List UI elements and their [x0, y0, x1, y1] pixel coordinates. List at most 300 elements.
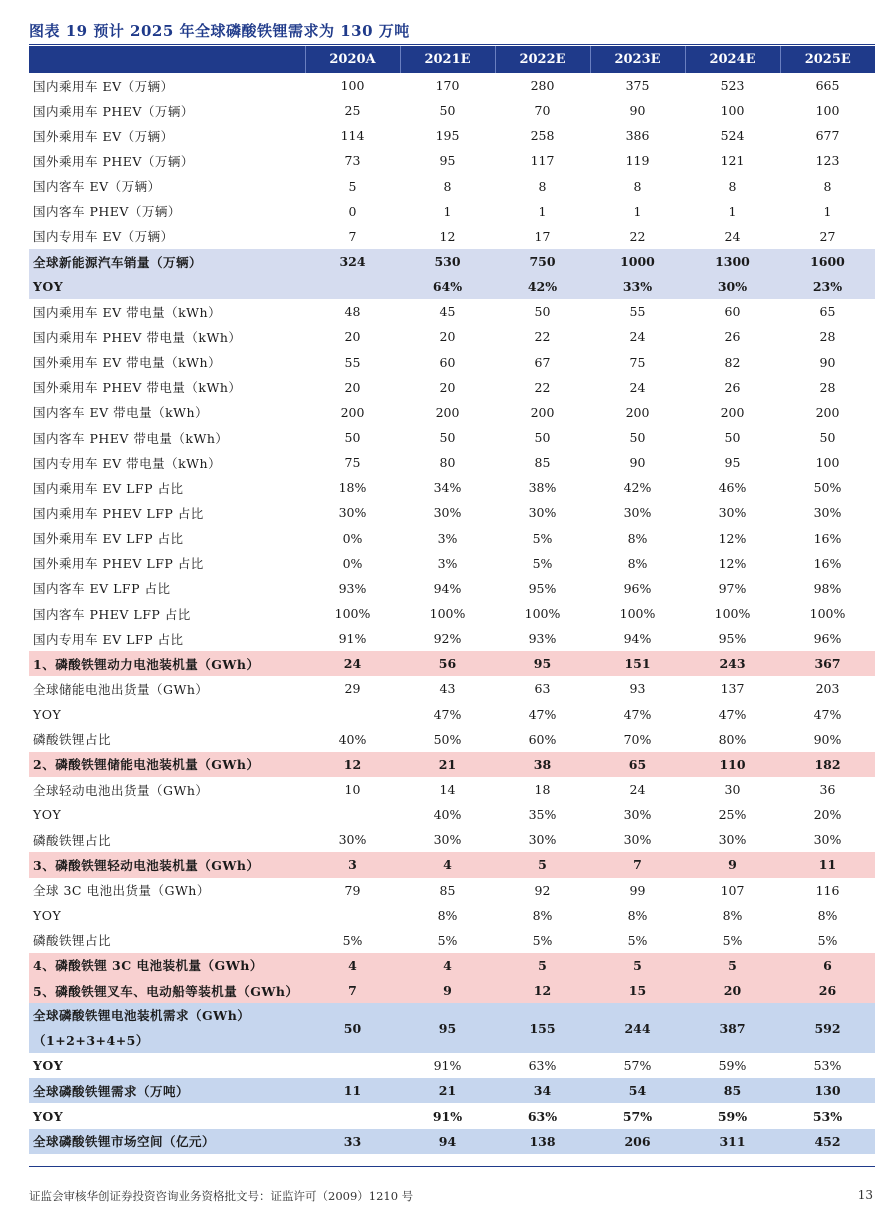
cell-value: 63% [528, 1058, 557, 1074]
cell-value: 38% [528, 480, 557, 496]
row-label: YOY [33, 807, 62, 823]
row-label: YOY [33, 1058, 64, 1074]
cell-value: 55 [629, 304, 646, 320]
cell-value: 20% [813, 807, 842, 823]
cell-value: 42% [623, 480, 652, 496]
cell-value: 25 [344, 103, 361, 119]
row-label: 国外乘用车 EV（万辆） [33, 128, 174, 144]
cell-value: 36 [819, 782, 836, 797]
cell-value: 5% [817, 932, 838, 948]
cell-value: 5 [348, 178, 357, 194]
cell-value [305, 274, 400, 299]
cell-value: 65 [590, 752, 685, 777]
cell-value: 5% [342, 932, 363, 948]
cell-value: 26 [724, 329, 741, 345]
cell-value: 12 [495, 978, 590, 1003]
table-row [29, 249, 875, 274]
page-number: 13 [857, 1188, 873, 1202]
cell-value: 1 [443, 203, 452, 219]
cell-value: 96% [623, 580, 652, 596]
cell-value: 30% [623, 832, 652, 848]
table-row [29, 551, 875, 576]
row-label: 2、磷酸铁锂储能电池装机量（GWh） [29, 752, 305, 777]
cell-value: 91% [338, 631, 367, 647]
cell-value: 24 [724, 228, 741, 244]
cell-value: 95 [724, 455, 741, 471]
table-row [29, 953, 875, 978]
cell-value: 138 [495, 1129, 590, 1154]
cell-value: 48 [344, 304, 361, 320]
table-row [29, 978, 875, 1003]
cell-value: 67 [534, 354, 551, 370]
cell-value: 85 [685, 1078, 780, 1103]
cell-value: 530 [400, 249, 495, 274]
cell-value: 3% [437, 555, 458, 571]
cell-value: 117 [530, 153, 555, 169]
cell-value: 82 [724, 354, 741, 370]
cell-value: 50 [534, 304, 551, 320]
cell-value: 50% [433, 731, 462, 747]
cell-value: 203 [815, 681, 840, 697]
cell-value: 45 [439, 304, 456, 320]
cell-value: 20 [344, 379, 361, 395]
row-label: 国外乘用车 PHEV（万辆） [33, 153, 194, 169]
table-row [29, 324, 875, 349]
table-row [29, 752, 875, 777]
cell-value: 5% [532, 932, 553, 948]
cell-value: 53% [813, 1058, 842, 1074]
cell-value: 63% [527, 1108, 558, 1124]
row-label: 全球储能电池出货量（GWh） [33, 681, 209, 697]
cell-value: 17 [534, 228, 551, 244]
header-2020a: 2020A [305, 46, 400, 73]
cell-value [305, 702, 400, 727]
cell-value: 0% [342, 530, 363, 546]
cell-value: 30% [623, 505, 652, 521]
cell-value: 200 [435, 404, 460, 420]
table-row [29, 123, 875, 148]
table-row [29, 626, 875, 651]
table-row [29, 1103, 875, 1128]
cell-value: 8% [532, 907, 553, 923]
cell-value: 3% [437, 530, 458, 546]
cell-value: 30 [724, 782, 741, 797]
cell-value: 8 [633, 178, 642, 194]
cell-value: 24 [629, 379, 646, 395]
cell-value: 100% [809, 606, 846, 622]
cell-value: 42% [495, 274, 590, 299]
row-label: 4、磷酸铁锂 3C 电池装机量（GWh） [29, 953, 305, 978]
cell-value: 1 [538, 203, 547, 219]
table-row [29, 274, 875, 299]
row-label: 1、磷酸铁锂动力电池装机量（GWh） [29, 651, 305, 676]
header-2022e: 2022E [495, 46, 590, 73]
cell-value: 311 [685, 1129, 780, 1154]
cell-value: 50 [724, 430, 741, 446]
cell-value: 750 [495, 249, 590, 274]
cell-value: 92% [433, 631, 462, 647]
table-row [29, 375, 875, 400]
cell-value [305, 802, 400, 827]
cell-value: 12 [305, 752, 400, 777]
row-label: 国内乘用车 PHEV 带电量（kWh） [33, 329, 242, 345]
cell-value: 280 [530, 78, 555, 94]
cell-value: 70% [623, 731, 652, 747]
row-label: YOY [33, 706, 62, 722]
table-row [29, 400, 875, 425]
cell-value: 137 [720, 681, 745, 697]
cell-value: 14 [439, 782, 456, 797]
cell-value: 8% [627, 530, 648, 546]
table-row [29, 425, 875, 450]
cell-value: 26 [780, 978, 875, 1003]
row-label: 国外乘用车 PHEV LFP 占比 [33, 556, 204, 572]
cell-value: 8 [823, 178, 832, 194]
cell-value: 90% [813, 731, 842, 747]
cell-value: 40% [433, 807, 462, 823]
cell-value: 8% [722, 907, 743, 923]
cell-value: 24 [629, 782, 646, 797]
cell-value: 100 [815, 103, 840, 119]
row-label: 国内客车 EV（万辆） [33, 179, 161, 195]
cell-value: 200 [625, 404, 650, 420]
cell-value: 47% [623, 706, 652, 722]
row-label: 磷酸铁锂占比 [33, 832, 112, 848]
cell-value: 46% [718, 480, 747, 496]
cell-value: 73 [344, 153, 361, 169]
cell-value: 53% [812, 1108, 843, 1124]
cell-value: 50 [439, 430, 456, 446]
cell-value: 5% [437, 932, 458, 948]
cell-value: 8% [627, 555, 648, 571]
cell-value: 195 [435, 128, 460, 144]
cell-value: 100 [340, 78, 365, 94]
table-row [29, 878, 875, 903]
cell-value: 75 [629, 354, 646, 370]
footer-license: 证监会审核华创证券投资咨询业务资格批文号：证监许可（2009）1210 号 [29, 1189, 414, 1203]
cell-value: 94% [433, 580, 462, 596]
cell-value: 90 [819, 354, 836, 370]
cell-value: 5 [495, 852, 590, 877]
cell-value [305, 1103, 400, 1128]
table-row [29, 224, 875, 249]
cell-value: 1 [633, 203, 642, 219]
table-row [29, 676, 875, 701]
cell-value: 367 [780, 651, 875, 676]
cell-value: 5% [532, 530, 553, 546]
cell-value: 47% [813, 706, 842, 722]
row-label: 国内专用车 EV 带电量（kWh） [33, 455, 222, 471]
cell-value: 70 [534, 103, 551, 119]
cell-value: 43 [439, 681, 456, 697]
cell-value: 95% [528, 580, 557, 596]
row-label: 国外乘用车 EV 带电量（kWh） [33, 355, 222, 371]
header-2025e: 2025E [780, 46, 875, 73]
cell-value: 57% [622, 1108, 653, 1124]
cell-value: 91% [433, 1058, 462, 1074]
cell-value: 28 [819, 329, 836, 345]
cell-value: 182 [780, 752, 875, 777]
cell-value: 5% [722, 932, 743, 948]
table-row [29, 98, 875, 123]
row-label: 全球 3C 电池出货量（GWh） [33, 883, 210, 899]
cell-value: 0 [348, 203, 357, 219]
table-row [29, 199, 875, 224]
row-label: 全球新能源汽车销量（万辆） [29, 249, 305, 274]
cell-value: 119 [625, 153, 650, 169]
cell-value: 93% [338, 580, 367, 596]
cell-value: 452 [780, 1129, 875, 1154]
row-label: 全球轻动电池出货量（GWh） [33, 782, 209, 798]
header-2021e: 2021E [400, 46, 495, 73]
cell-value: 92 [534, 882, 551, 898]
cell-value: 93 [629, 681, 646, 697]
cell-value: 8% [817, 907, 838, 923]
cell-value: 3 [305, 852, 400, 877]
cell-value: 110 [685, 752, 780, 777]
cell-value: 375 [625, 78, 650, 94]
cell-value: 30% [623, 807, 652, 823]
cell-value: 11 [780, 852, 875, 877]
cell-value: 1 [728, 203, 737, 219]
cell-value: 22 [534, 329, 551, 345]
cell-value: 50 [819, 430, 836, 446]
row-label: 全球磷酸铁锂市场空间（亿元） [29, 1129, 305, 1154]
cell-value: 97% [718, 580, 747, 596]
cell-value: 16% [813, 530, 842, 546]
cell-value: 100 [720, 103, 745, 119]
cell-value: 80% [718, 731, 747, 747]
cell-value: 30% [433, 832, 462, 848]
cell-value: 40% [338, 731, 367, 747]
cell-value: 200 [340, 404, 365, 420]
cell-value: 7 [348, 228, 357, 244]
cell-value: 170 [435, 78, 460, 94]
row-label: YOY [29, 274, 305, 299]
cell-value: 155 [495, 1003, 590, 1053]
row-label: 全球磷酸铁锂电池装机需求（GWh）（1+2+3+4+5） [29, 1003, 305, 1053]
cell-value: 10 [344, 782, 361, 797]
cell-value: 26 [724, 379, 741, 395]
cell-value: 30% [718, 505, 747, 521]
cell-value: 6 [780, 953, 875, 978]
table-row [29, 350, 875, 375]
cell-value: 50 [439, 103, 456, 119]
cell-value: 50 [305, 1003, 400, 1053]
cell-value: 30% [813, 832, 842, 848]
cell-value [305, 1053, 400, 1078]
cell-value: 21 [400, 1078, 495, 1103]
cell-value: 30% [718, 832, 747, 848]
cell-value: 91% [432, 1108, 463, 1124]
cell-value: 123 [815, 153, 840, 169]
cell-value: 4 [400, 852, 495, 877]
row-label: 5、磷酸铁锂叉车、电动船等装机量（GWh） [29, 978, 305, 1003]
cell-value: 30% [528, 832, 557, 848]
row-label: 国内乘用车 PHEV LFP 占比 [33, 505, 204, 521]
cell-value: 100% [524, 606, 561, 622]
cell-value: 1300 [685, 249, 780, 274]
cell-value: 100% [619, 606, 656, 622]
row-label: 全球磷酸铁锂需求（万吨） [29, 1078, 305, 1103]
table-row [29, 73, 875, 98]
cell-value: 59% [718, 1058, 747, 1074]
cell-value: 27 [819, 228, 836, 244]
cell-value: 54 [590, 1078, 685, 1103]
cell-value: 99 [629, 882, 646, 898]
table-row [29, 827, 875, 852]
cell-value: 4 [305, 953, 400, 978]
cell-value: 22 [534, 379, 551, 395]
table-row [29, 475, 875, 500]
table-row [29, 299, 875, 324]
table-row [29, 576, 875, 601]
cell-value: 16% [813, 555, 842, 571]
cell-value: 94 [400, 1129, 495, 1154]
cell-value: 8% [627, 907, 648, 923]
cell-value: 18 [534, 782, 551, 797]
table-row [29, 450, 875, 475]
cell-value: 56 [400, 651, 495, 676]
row-label: YOY [33, 1108, 64, 1124]
cell-value: 34 [495, 1078, 590, 1103]
cell-value: 4 [400, 953, 495, 978]
row-label: 磷酸铁锂占比 [33, 732, 112, 748]
cell-value: 57% [623, 1058, 652, 1074]
cell-value: 387 [685, 1003, 780, 1053]
cell-value: 95 [400, 1003, 495, 1053]
cell-value: 151 [590, 651, 685, 676]
table-row [29, 526, 875, 551]
row-label: 国内客车 PHEV 带电量（kWh） [33, 430, 229, 446]
cell-value: 30% [433, 505, 462, 521]
cell-value: 65 [819, 304, 836, 320]
cell-value: 200 [815, 404, 840, 420]
cell-value: 386 [625, 128, 650, 144]
cell-value: 7 [590, 852, 685, 877]
cell-value: 20 [439, 379, 456, 395]
table-row [29, 601, 875, 626]
cell-value: 90 [629, 103, 646, 119]
cell-value: 35% [528, 807, 557, 823]
table-row [29, 1053, 875, 1078]
cell-value: 90 [629, 455, 646, 471]
cell-value: 18% [338, 480, 367, 496]
cell-value: 114 [340, 128, 365, 144]
cell-value: 38 [495, 752, 590, 777]
cell-value: 30% [338, 832, 367, 848]
cell-value: 23% [780, 274, 875, 299]
row-label: 国内客车 EV 带电量（kWh） [33, 405, 209, 421]
cell-value: 8 [443, 178, 452, 194]
cell-value: 524 [720, 128, 745, 144]
cell-value: 34% [433, 480, 462, 496]
row-label: 国内乘用车 EV 带电量（kWh） [33, 304, 222, 320]
cell-value: 100 [815, 455, 840, 471]
cell-value: 95% [718, 631, 747, 647]
cell-value: 79 [344, 882, 361, 898]
row-label: 国内客车 EV LFP 占比 [33, 581, 171, 597]
cell-value: 12% [718, 555, 747, 571]
header-2023e: 2023E [590, 46, 685, 73]
cell-value: 20 [439, 329, 456, 345]
cell-value: 8 [538, 178, 547, 194]
cell-value: 24 [305, 651, 400, 676]
cell-value: 95 [439, 153, 456, 169]
row-label: 国外乘用车 EV LFP 占比 [33, 531, 184, 547]
cell-value: 30% [338, 505, 367, 521]
table-row [29, 928, 875, 953]
cell-value: 8 [728, 178, 737, 194]
cell-value: 523 [720, 78, 745, 94]
cell-value: 93% [528, 631, 557, 647]
table-row [29, 148, 875, 173]
cell-value: 200 [720, 404, 745, 420]
cell-value: 100% [714, 606, 751, 622]
table-row [29, 903, 875, 928]
table-row [29, 500, 875, 525]
cell-value: 243 [685, 651, 780, 676]
bottom-rule [29, 1166, 875, 1167]
cell-value: 5 [495, 953, 590, 978]
row-label: 国内乘用车 EV LFP 占比 [33, 480, 184, 496]
table-row [29, 777, 875, 802]
cell-value: 1600 [780, 249, 875, 274]
lfp-demand-table [29, 46, 875, 1154]
cell-value: 63 [534, 681, 551, 697]
row-label: YOY [33, 907, 62, 923]
row-label: 3、磷酸铁锂轻动电池装机量（GWh） [29, 852, 305, 877]
cell-value: 28 [819, 379, 836, 395]
cell-value: 50 [629, 430, 646, 446]
cell-value: 11 [305, 1078, 400, 1103]
cell-value: 206 [590, 1129, 685, 1154]
table-row [29, 1003, 875, 1053]
cell-value: 121 [720, 153, 745, 169]
cell-value: 15 [590, 978, 685, 1003]
cell-value: 200 [530, 404, 555, 420]
cell-value: 95 [495, 651, 590, 676]
table-row [29, 1078, 875, 1103]
table-row [29, 802, 875, 827]
cell-value: 592 [780, 1003, 875, 1053]
cell-value: 60% [528, 731, 557, 747]
cell-value: 29 [344, 681, 361, 697]
cell-value: 665 [815, 78, 840, 94]
figure-title: 图表 19 预计 2025 年全球磷酸铁锂需求为 130 万吨 [29, 22, 410, 40]
cell-value: 0% [342, 555, 363, 571]
cell-value: 100% [429, 606, 466, 622]
cell-value: 12 [439, 228, 456, 244]
cell-value: 12% [718, 530, 747, 546]
cell-value: 7 [305, 978, 400, 1003]
table-row [29, 727, 875, 752]
cell-value: 1000 [590, 249, 685, 274]
cell-value: 50 [344, 430, 361, 446]
cell-value: 60 [439, 354, 456, 370]
table-row [29, 1129, 875, 1154]
cell-value: 94% [623, 631, 652, 647]
cell-value: 33 [305, 1129, 400, 1154]
cell-value: 21 [400, 752, 495, 777]
cell-value: 96% [813, 631, 842, 647]
cell-value [305, 903, 400, 928]
cell-value: 59% [717, 1108, 748, 1124]
cell-value: 9 [685, 852, 780, 877]
cell-value: 107 [720, 882, 745, 898]
cell-value: 5 [590, 953, 685, 978]
cell-value: 47% [528, 706, 557, 722]
